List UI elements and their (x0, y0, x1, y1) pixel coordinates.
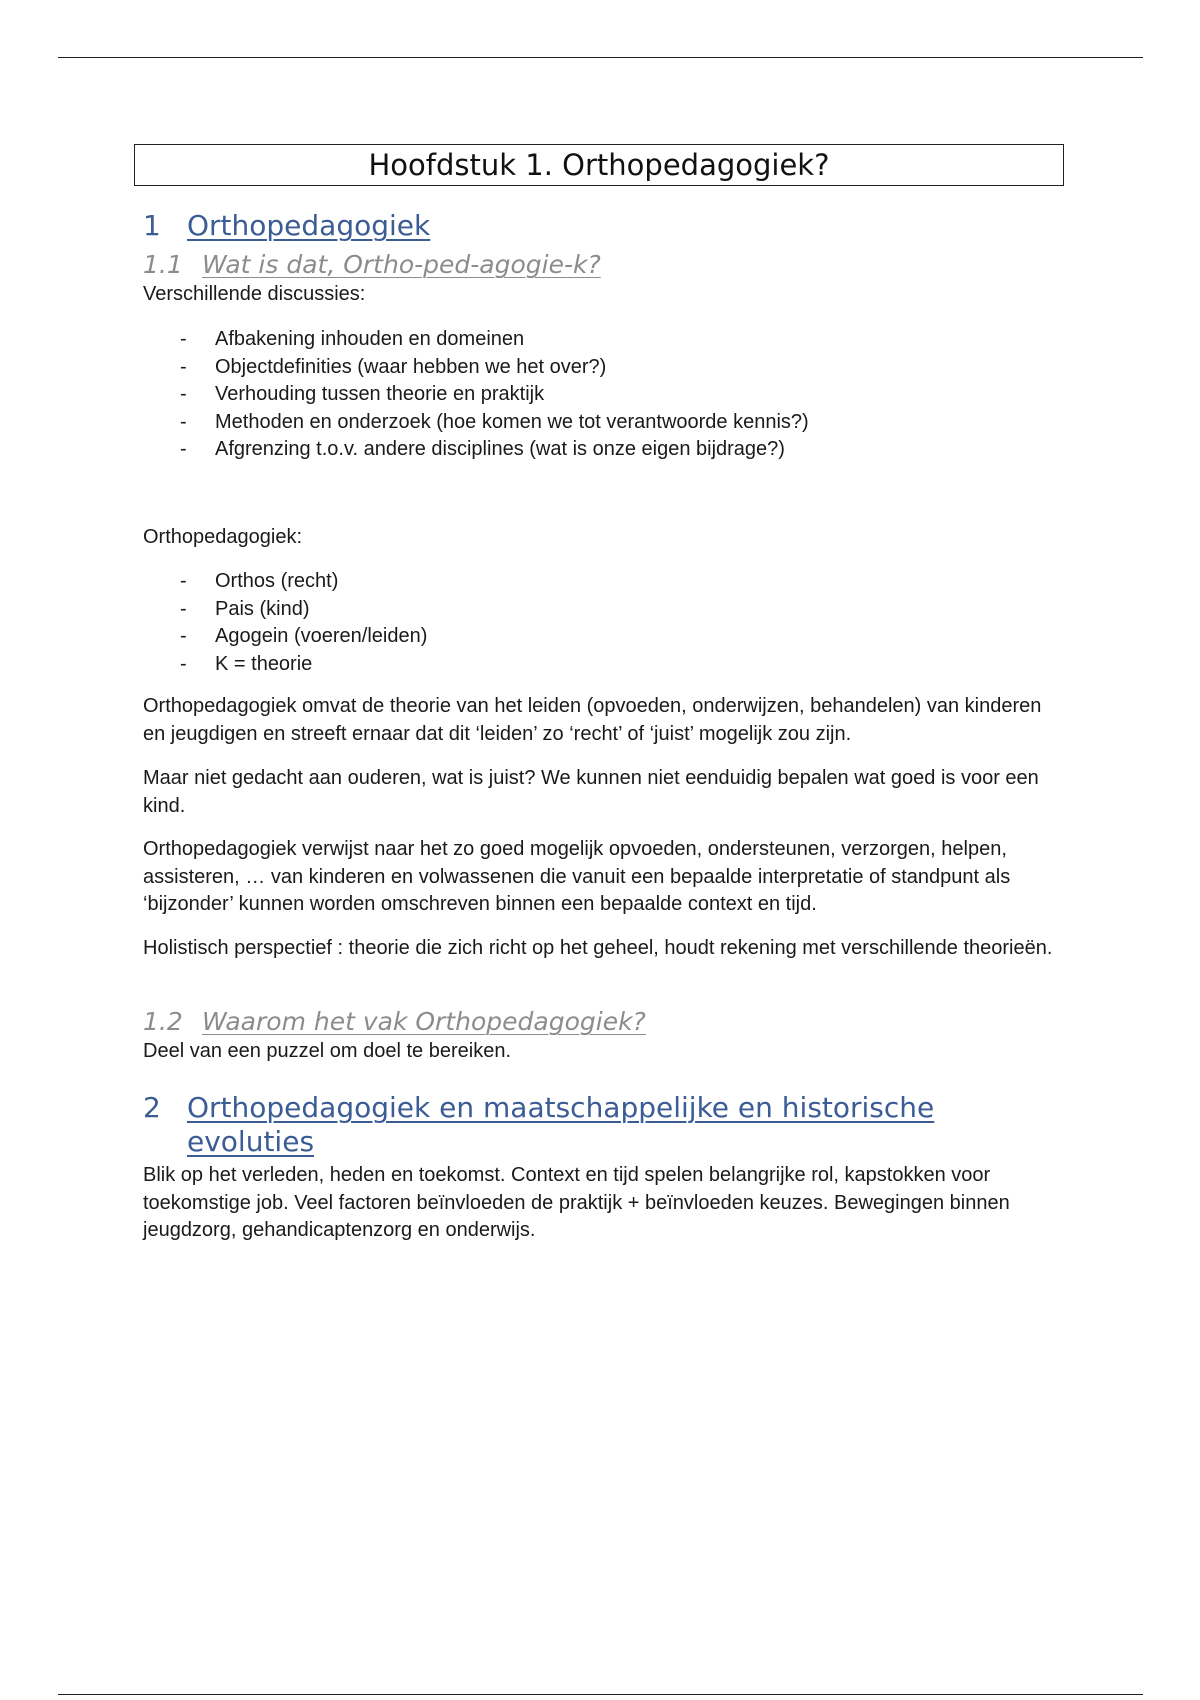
section-1-2-title: Waarom het vak Orthopedagogiek? (202, 1007, 646, 1036)
etymology-list (178, 568, 427, 678)
section-2-title-line-1: Orthopedagogiek en maatschappelijke en historische (187, 1091, 935, 1124)
discussions-intro: Verschillende discussies: (143, 283, 366, 305)
list-item: - K = theorie (178, 651, 427, 679)
section-1-heading (143, 209, 430, 243)
list-item: - Pais (kind) (178, 596, 427, 624)
section-1-1-number: 1.1 (143, 250, 183, 279)
paragraph-ouderen: Maar niet gedacht aan ouderen, wat is juist? We kunnen niet eenduidig bepalen wat goed is voor een kind. (143, 767, 1039, 817)
list-item: - Afgrenzing t.o.v. andere disciplines (wat is onze eigen bijdrage?) (178, 436, 809, 464)
section-1-1-heading (143, 250, 601, 280)
discussions-list (178, 326, 809, 464)
chapter-title: Hoofdstuk 1. Orthopedagogiek? (134, 144, 1064, 186)
section-1-title: Orthopedagogiek (187, 209, 431, 242)
etymology-intro: Orthopedagogiek: (143, 526, 303, 548)
section-1-2-number: 1.2 (143, 1007, 183, 1036)
section-1-2-text: Deel van een puzzel om doel te bereiken. (143, 1040, 512, 1062)
section-1-number: 1 (143, 209, 161, 242)
section-1-1-title: Wat is dat, Ortho-ped-agogie-k? (202, 250, 601, 279)
list-item: - Objectdefinities (waar hebben we het over?) (178, 354, 809, 382)
list-item: - Methoden en onderzoek (hoe komen we tot verantwoorde kennis?) (178, 409, 809, 437)
list-item: - Afbakening inhouden en domeinen (178, 326, 809, 354)
page-top-rule (58, 57, 1143, 58)
page-bottom-rule (58, 1694, 1143, 1695)
section-2-text: Blik op het verleden, heden en toekomst. Context en tijd spelen belangrijke rol, kapstokken voor toekomstige job. Veel factoren beïnvloeden de praktijk + beïnvloeden keuzes. Bewegingen binnen jeugdzorg, gehandicaptenzorg en onderwijs. (143, 1164, 1010, 1241)
section-2-heading (143, 1091, 934, 1159)
section-2-title-line-2: evoluties (187, 1125, 315, 1158)
list-item: - Agogein (voeren/leiden) (178, 623, 427, 651)
paragraph-definition: Orthopedagogiek omvat de theorie van het leiden (opvoeden, onderwijzen, behandelen) van kinderen en jeugdigen en streeft ernaar dat dit ‘leiden’ zo ‘recht’ of ‘juist’ mogelijk zou zijn. (143, 695, 1042, 745)
list-item: - Orthos (recht) (178, 568, 427, 596)
section-1-2-heading (143, 1007, 646, 1037)
paragraph-verwijst: Orthopedagogiek verwijst naar het zo goed mogelijk opvoeden, ondersteunen, verzorgen, helpen, assisteren, … van kinderen en volwassenen die vanuit een bepaalde interpretatie of standpunt als ‘bijzonder’ kunnen worden omschreven binnen een bepaalde context en tijd. (143, 838, 1011, 915)
section-2-number: 2 (143, 1091, 161, 1124)
paragraph-holistisch: Holistisch perspectief : theorie die zich richt op het geheel, houdt rekening met verschillende theorieën. (143, 937, 1053, 959)
list-item: - Verhouding tussen theorie en praktijk (178, 381, 809, 409)
